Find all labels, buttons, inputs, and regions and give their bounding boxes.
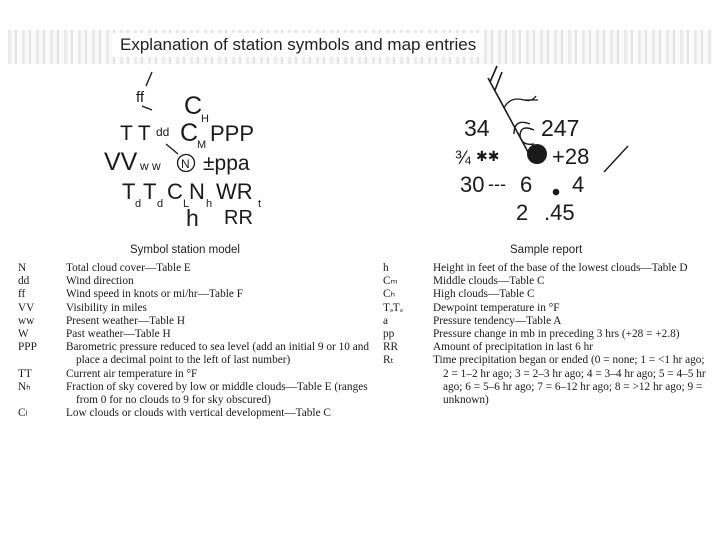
middle-cloud-icon <box>514 122 534 144</box>
sample-visibility: ¾ <box>455 148 471 169</box>
model-ww: w w <box>140 159 161 173</box>
legend-right <box>383 262 713 407</box>
model-td2-sub: d <box>157 198 164 210</box>
legend-symbol: N <box>18 262 27 274</box>
legend-description: Middle clouds—Table C <box>433 275 545 288</box>
legend-symbol: PPP <box>18 341 37 354</box>
station-circle-filled <box>527 144 547 164</box>
model-tt: T T <box>120 122 151 145</box>
legend-description: Fraction of sky covered by low or middle clouds—Table E (ranges from 0 for no clouds to 9 for sky obscured) <box>66 380 368 407</box>
model-h: h <box>186 205 199 231</box>
sample-report-caption: Sample report <box>510 244 583 256</box>
legend-description: Time precipitation began or ended (0 = none; 1 = <1 hr ago; 2 = 1–2 hr ago; 3 = 2–3 hr ago; 4 = 3–4 hr ago; 5 = 4–5 hr ago; 6 = 5–6 hr ago; 7 = 6–12 hr ago; 8 = >12 hr ago; 9 = unknown) <box>433 354 706 407</box>
legend-symbol: dd <box>18 275 30 288</box>
model-ch: C <box>184 92 203 120</box>
sample-temp: 34 <box>464 115 490 141</box>
legend-symbol: W <box>18 328 29 341</box>
legend-description: High clouds—Table C <box>433 288 535 301</box>
legend-symbol: Nₕ <box>18 380 31 393</box>
high-cloud-icon <box>504 96 538 108</box>
legend-symbol: VV <box>18 301 35 314</box>
legend-description: Pressure change in mb in preceding 3 hrs (+28 = +2.8) <box>433 328 680 341</box>
sample-precip: .45 <box>544 200 575 225</box>
legend-symbol: ww <box>18 314 35 327</box>
legend-symbol: a <box>383 314 389 327</box>
legend-row <box>383 288 713 301</box>
legend-symbol: ff <box>18 288 26 301</box>
model-ff: ff <box>136 89 145 106</box>
legend-row <box>383 341 713 354</box>
legend-row <box>18 315 370 328</box>
legend-row <box>383 354 713 407</box>
wind-barb-tick <box>146 72 152 86</box>
legend-description: Wind speed in knots or mi/hr—Table F <box>66 288 243 301</box>
model-ch-sub: H <box>201 113 209 125</box>
legend-symbol: h <box>383 262 389 274</box>
legend-row <box>383 315 713 328</box>
legend-description: Barometric pressure reduced to sea level (add an initial 9 or 10 and place a decimal point to the left of last number) <box>66 341 370 367</box>
model-nh-sub: h <box>206 198 213 210</box>
wind-barb-icon <box>488 66 528 152</box>
legend-row <box>18 381 370 407</box>
legend-row <box>383 275 713 288</box>
model-wr: WR <box>216 179 253 204</box>
legend-symbol: pp <box>383 328 395 341</box>
model-wr-sub: t <box>258 198 262 210</box>
model-td1: T <box>122 179 136 204</box>
model-cm: C <box>180 119 199 147</box>
legend-description: Present weather—Table H <box>66 314 186 327</box>
legend-symbol: TT <box>18 367 32 380</box>
sample-height: 2 <box>516 200 529 225</box>
legend-description: Current air temperature in °F <box>66 367 198 380</box>
sample-cover: 6 <box>520 172 533 197</box>
model-vv: VV <box>104 148 138 176</box>
legend-symbol: Cₘ <box>383 275 398 288</box>
legend-description: Dewpoint temperature in °F <box>433 301 560 314</box>
tendency-line <box>604 146 628 172</box>
model-cm-sub: M <box>197 139 207 151</box>
legend-description: Pressure tendency—Table A <box>433 314 562 327</box>
sample-low-cloud: --- <box>488 174 506 194</box>
legend-description: Wind direction <box>66 275 134 288</box>
sample-dewpoint: 30 <box>460 172 485 197</box>
sample-weather: ✱✱ <box>476 148 500 164</box>
wind-shaft-line <box>166 144 178 154</box>
model-cl-sub: L <box>183 198 190 210</box>
legend-symbol: TₔTₔ <box>383 301 403 314</box>
model-td2: T <box>143 179 157 204</box>
model-nh: N <box>189 179 205 204</box>
legend-description: Amount of precipitation in last 6 hr <box>433 341 594 354</box>
model-cl: C <box>167 179 183 204</box>
past-weather-dot <box>553 189 560 196</box>
legend-row <box>18 368 370 381</box>
legend-description: Total cloud cover—Table E <box>66 262 191 274</box>
sample-report-diagram <box>440 64 640 249</box>
legend-description: Height in feet of the base of the lowest clouds—Table D <box>433 262 688 274</box>
legend-row <box>18 288 370 301</box>
legend-symbol: RR <box>383 341 399 354</box>
legend-description: Past weather—Table H <box>66 328 171 341</box>
legend-row <box>18 275 370 288</box>
legend-row <box>18 341 370 367</box>
legend-symbol: Cₕ <box>383 288 396 301</box>
legend-row <box>18 407 370 420</box>
model-td1-sub: d <box>135 198 142 210</box>
legend-left <box>18 262 370 420</box>
sample-past-weather: 4 <box>572 172 585 197</box>
legend-row <box>383 328 713 341</box>
model-rr: RR <box>224 207 253 229</box>
legend-row <box>18 302 370 315</box>
legend-description: Low clouds or clouds with vertical development—Table C <box>66 407 331 420</box>
model-ppa: ±ppa <box>203 152 250 175</box>
sample-tendency: +28 <box>552 144 590 169</box>
legend-row <box>18 262 370 275</box>
legend-row <box>383 302 713 315</box>
station-model-diagram <box>100 64 300 249</box>
model-ppp: PPP <box>210 121 255 146</box>
station-model-caption: Symbol station model <box>130 244 240 256</box>
legend-row <box>383 262 713 275</box>
legend-description: Visibility in miles <box>66 301 147 314</box>
model-n: N <box>181 157 190 171</box>
wind-barb-line <box>142 106 152 110</box>
legend-row <box>18 328 370 341</box>
model-dd: dd <box>156 125 170 139</box>
legend-symbol: Cₗ <box>18 407 28 420</box>
page-title: Explanation of station symbols and map entries <box>112 33 484 57</box>
legend-symbol: Rₜ <box>383 354 394 367</box>
sample-pressure: 247 <box>541 115 580 141</box>
